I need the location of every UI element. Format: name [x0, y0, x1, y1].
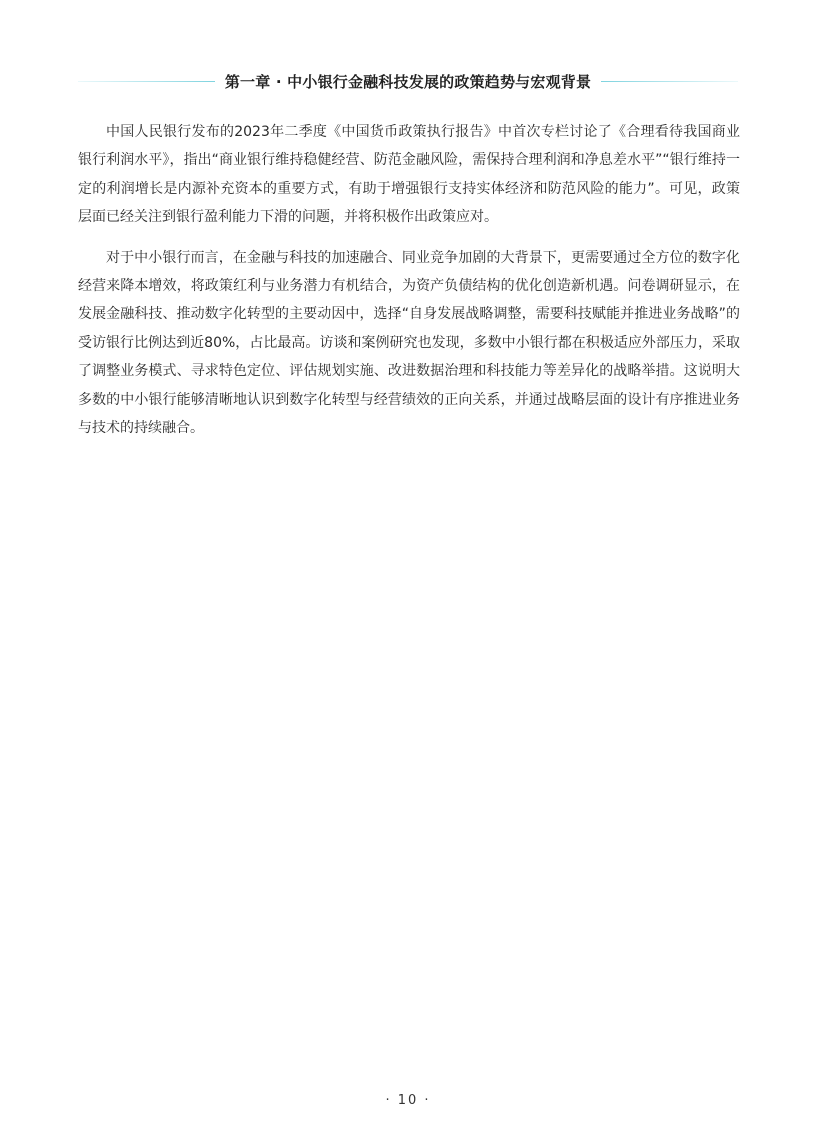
body-text	[78, 118, 740, 454]
page-number: · 10 ·	[385, 1093, 431, 1108]
paragraph: 对于中小银行而言，在金融与科技的加速融合、同业竞争加剧的大背景下，更需要通过全方位的数字化经营来降本增效，将政策红利与业务潜力有机结合，为资产负债结构的优化创造新机遇。问卷调研显示，在发展金融科技、推动数字化转型的主要动因中，选择“自身发展战略调整，需要科技赋能并推进业务战略”的受访银行比例达到近80%，占比最高。访谈和案例研究也发现，多数中小银行都在积极适应外部压力，采取了调整业务模式、寻求特色定位、评估规划实施、改进数据治理和科技能力等差异化的战略举措。这说明大多数的中小银行能够清晰地认识到数字化转型与经营绩效的正向关系，并通过战略层面的设计有序推进业务与技术的持续融合。	[78, 249, 740, 437]
chapter-title: 第一章 · 中小银行金融科技发展的政策趋势与宏观背景	[224, 72, 592, 91]
chapter-header	[78, 70, 738, 92]
header-divider-right	[601, 81, 738, 82]
paragraph: 中国人民银行发布的2023年二季度《中国货币政策执行报告》中首次专栏讨论了《合理看待我国商业银行利润水平》，指出“商业银行维持稳健经营、防范金融风险，需保持合理利润和净息差水平”“银行维持一定的利润增长是内源补充资本的重要方式，有助于增强银行支持实体经济和防范风险的能力”。可见，政策层面已经关注到银行盈利能力下滑的问题，并将积极作出政策应对。	[78, 124, 740, 226]
header-divider-left	[78, 81, 215, 82]
